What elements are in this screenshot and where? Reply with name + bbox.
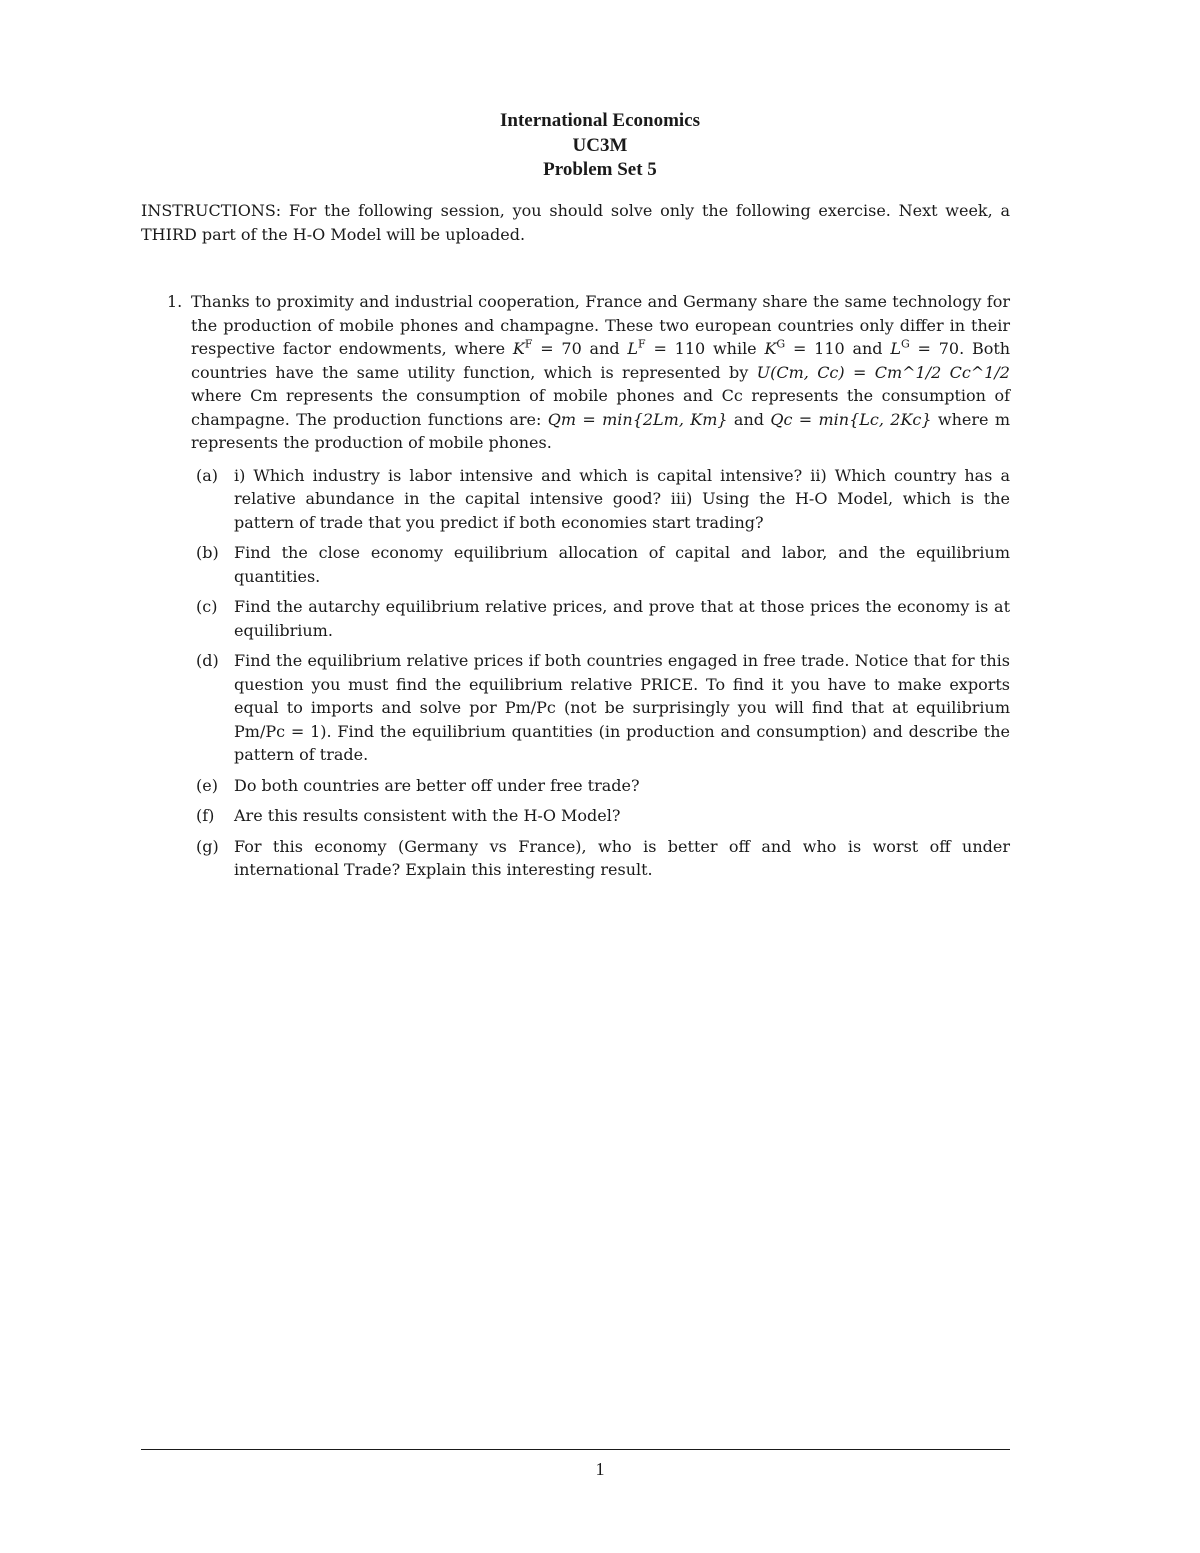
- list-item: [191, 835, 1010, 882]
- problem-number: 1.: [167, 292, 183, 311]
- part-text: Find the close economy equilibrium allocation of capital and labor, and the equilibrium quantities.: [234, 543, 1010, 586]
- labor-symbol: L: [627, 339, 639, 358]
- statement-sentence-1: Thanks to proximity and industrial cooperation, France and Germany share the same technology for the production of mobile phones and champagne. These two european countries only differ in their respective factor endowments, where: [191, 292, 1010, 358]
- part-text: Find the autarchy equilibrium relative prices, and prove that at those prices the economy is at equilibrium.: [234, 597, 1010, 640]
- problem-1: [141, 290, 1010, 889]
- part-label: (a): [196, 465, 219, 485]
- problem-parts: [191, 464, 1010, 882]
- germany-superscript: G: [900, 337, 910, 351]
- document-header: [0, 109, 1200, 183]
- university-name: UC3M: [572, 134, 628, 156]
- part-label: (e): [196, 775, 218, 795]
- list-item: [191, 649, 1010, 767]
- france-superscript: F: [638, 337, 646, 351]
- part-text: Are this results consistent with the H-O Model?: [234, 806, 621, 825]
- list-item: [191, 774, 1010, 798]
- part-label: (d): [196, 651, 219, 670]
- utility-function: U(Cm, Cc) = Cm^1/2 Cc^1/2: [756, 362, 1010, 382]
- footer-divider: [141, 1449, 1010, 1450]
- part-label: (f): [196, 806, 215, 825]
- germany-superscript: G: [776, 337, 786, 351]
- list-item: [191, 595, 1010, 642]
- problem-set-title: Problem Set 5: [543, 159, 657, 180]
- part-text: i) Which industry is labor intensive and which is capital intensive? ii) Which country has a relative abundance in the capital intensive good? iii) Using the H-O Model, which is the pattern of trade that you predict if both economies start trading?: [234, 465, 1010, 532]
- course-title: International Economics: [499, 110, 701, 131]
- production-function-mobile: Qm = min{2Lm, Km}: [547, 409, 728, 429]
- instructions-paragraph: INSTRUCTIONS: For the following session, you should solve only the following exercise. Next week, a THIRD part of the H-O Model will be uploaded.: [141, 201, 1010, 244]
- capital-symbol: K: [512, 339, 525, 358]
- part-text: Find the equilibrium relative prices if both countries engaged in free trade. Notice that for this question you must find the equilibrium relative PRICE. To find it you have to make exports equal to imports and solve por Pm/Pc (not be surprisingly you will find that at equilibrium Pm/Pc = 1). Find the equilibrium quantities (in production and consumption) and describe the pattern of trade.: [234, 651, 1010, 764]
- conjunction-text: and: [733, 409, 765, 429]
- list-item: [191, 804, 1010, 828]
- list-item: [191, 464, 1010, 535]
- france-superscript: F: [524, 337, 533, 351]
- france-capital-value: = 70 and: [540, 339, 620, 358]
- page-number: 1: [595, 1459, 605, 1479]
- labor-symbol: L: [890, 339, 901, 358]
- france-labor-value: = 110 while: [653, 339, 757, 358]
- production-function-champagne: Qc = min{Lc, 2Kc}: [770, 409, 932, 429]
- part-label: (g): [196, 836, 219, 856]
- part-text: For this economy (Germany vs France), who is better off and who is worst off under international Trade? Explain this interesting result.: [234, 836, 1010, 879]
- problem-statement: [191, 290, 1010, 455]
- statement-sentence-3: where Cm represents the consumption of mobile phones and Cc represents the consumption of champagne. The production functions are:: [191, 386, 1010, 429]
- list-item: [191, 541, 1010, 588]
- part-label: (b): [196, 543, 219, 562]
- germany-capital-value: = 110 and: [792, 339, 883, 358]
- germany-labor-value: = 70.: [917, 339, 965, 358]
- statement-sentence-4: where m represents the production of mobile phones.: [191, 409, 1011, 452]
- statement-sentence-2: Both countries have the same utility function, which is represented by: [191, 339, 1011, 382]
- capital-symbol: K: [764, 339, 777, 358]
- part-label: (c): [196, 597, 218, 616]
- part-text: Do both countries are better off under free trade?: [234, 775, 640, 795]
